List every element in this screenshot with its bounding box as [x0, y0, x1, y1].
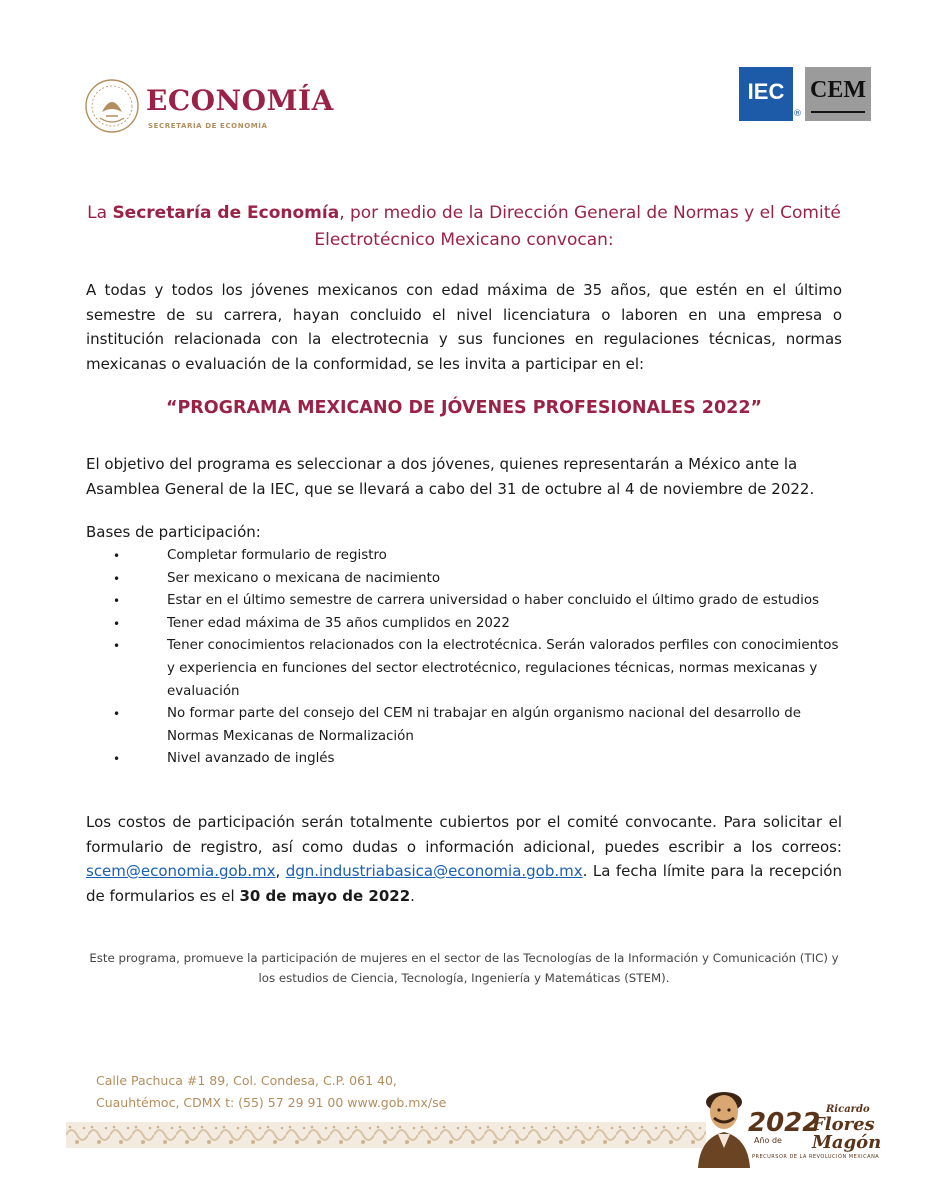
list-item-text: Ser mexicano o mexicana de nacimiento [167, 570, 441, 586]
cem-logo-underline [811, 111, 865, 113]
list-item-text: Nivel avanzado de inglés [167, 751, 335, 767]
intro-bold: Secretaría de Economía [112, 203, 340, 223]
cem-logo [805, 67, 871, 121]
brand-subtitle: SECRETARÍA DE ECONOMÍA [148, 122, 268, 130]
year-number: 2022 [748, 1108, 821, 1138]
invitation-paragraph: A todas y todos los jóvenes mexicanos con edad máxima de 35 años, que estén en el último semestre de su carrera, hayan concluido el nivel licenciatura o laboren en una empresa o institución relacionada con la electrotecnia y sus funciones en regulaciones técnicas, normas mexicanas o evaluación de la conformidad, se les invita a participar en el: [86, 281, 842, 373]
costs-separator: , [275, 862, 286, 880]
bullet: • [113, 594, 121, 609]
costs-text-3: . [410, 886, 415, 905]
economia-logo [84, 78, 344, 138]
list-item-text: No formar parte del consejo del CEM ni trabajar en algún organismo nacional del desarrollo de Normas Mexicanas de Normalización [167, 706, 801, 744]
list-item [86, 590, 842, 613]
list-item [86, 545, 842, 568]
costs-text-1: Los costos de participación serán totalmente cubiertos por el comité convocante. Para solicitar el formulario de registro, así como dudas o información adicional, puedes escribir a los correos: [86, 813, 842, 856]
list-item [86, 568, 842, 591]
deadline: 30 de mayo de 2022 [239, 886, 411, 905]
costs-paragraph [86, 810, 842, 908]
address-line-1: Calle Pachuca #1 89, Col. Condesa, C.P. 061 40, [96, 1073, 397, 1088]
iec-cem-logos [739, 67, 871, 123]
brand-title: ECONOMÍA [146, 84, 334, 117]
objective-paragraph: El objetivo del programa es seleccionar a dos jóvenes, quienes representarán a México ante la Asamblea General de la IEC, que se llevará a cabo del 31 de octubre al 4 de noviembre de 2022. [86, 455, 815, 498]
program-title: “PROGRAMA MEXICANO DE JÓVENES PROFESIONALES 2022” [165, 398, 763, 418]
email-link-scem[interactable]: scem@economia.gob.mx [86, 862, 276, 880]
address-line-2: Cuauhtémoc, CDMX t: (55) 57 29 91 00 www.gob.mx/se [96, 1095, 447, 1110]
list-item-text: Tener conocimientos relacionados con la electrotécnica. Serán valorados perfiles con conocimientos y experiencia en funciones del sector electrotécnico, regulaciones técnicas, normas mexicanas y evaluación [167, 638, 839, 699]
intro-paragraph [86, 200, 842, 254]
middle-name: Flores [812, 1114, 875, 1135]
bases-list [86, 545, 842, 771]
email-link-dgn[interactable]: dgn.industriabasica@economia.gob.mx [285, 862, 583, 880]
year-label: Año de [754, 1136, 782, 1145]
last-name: Magón [812, 1132, 882, 1153]
list-item-text: Tener edad máxima de 35 años cumplidos en 2022 [167, 615, 510, 631]
tagline: PRECURSOR DE LA REVOLUCIÓN MEXICANA [752, 1154, 880, 1160]
costs-text-2: . La fecha límite para la recepción de formularios es el [86, 862, 842, 905]
list-item [86, 613, 842, 636]
cem-logo-text: CEM [810, 77, 866, 103]
bullet: • [113, 616, 121, 631]
bullet: • [113, 752, 121, 767]
intro-pre: La [87, 203, 113, 223]
intro-post: , por medio de la Dirección General de Normas y el Comité Electrotécnico Mexicano convocan: [314, 203, 841, 250]
footer-address [96, 1070, 446, 1114]
list-item-text: Estar en el último semestre de carrera universidad o haber concluido el último grado de estudios [167, 593, 820, 609]
iec-registered-mark: ® [793, 109, 802, 119]
iec-logo: IEC [739, 67, 793, 121]
mexico-seal-icon [84, 78, 140, 134]
first-name: Ricardo [826, 1104, 870, 1115]
list-item [86, 748, 842, 771]
year-commemoration-logo [748, 1104, 882, 1168]
footnote: Este programa, promueve la participación de mujeres en el sector de las Tecnologías de la Información y Comunicación (TIC) y los estudios de Ciencia, Tecnología, Ingeniería y Matemáticas (STEM). [89, 951, 839, 985]
bullet: • [113, 549, 121, 563]
list-item [86, 703, 842, 748]
bullet: • [113, 639, 121, 654]
decorative-pattern-band [66, 1122, 706, 1148]
bullet: • [113, 571, 121, 586]
list-item [86, 635, 842, 703]
bullet: • [113, 707, 121, 722]
bases-title: Bases de participación: [86, 523, 261, 541]
list-item-text: Completar formulario de registro [167, 548, 387, 563]
